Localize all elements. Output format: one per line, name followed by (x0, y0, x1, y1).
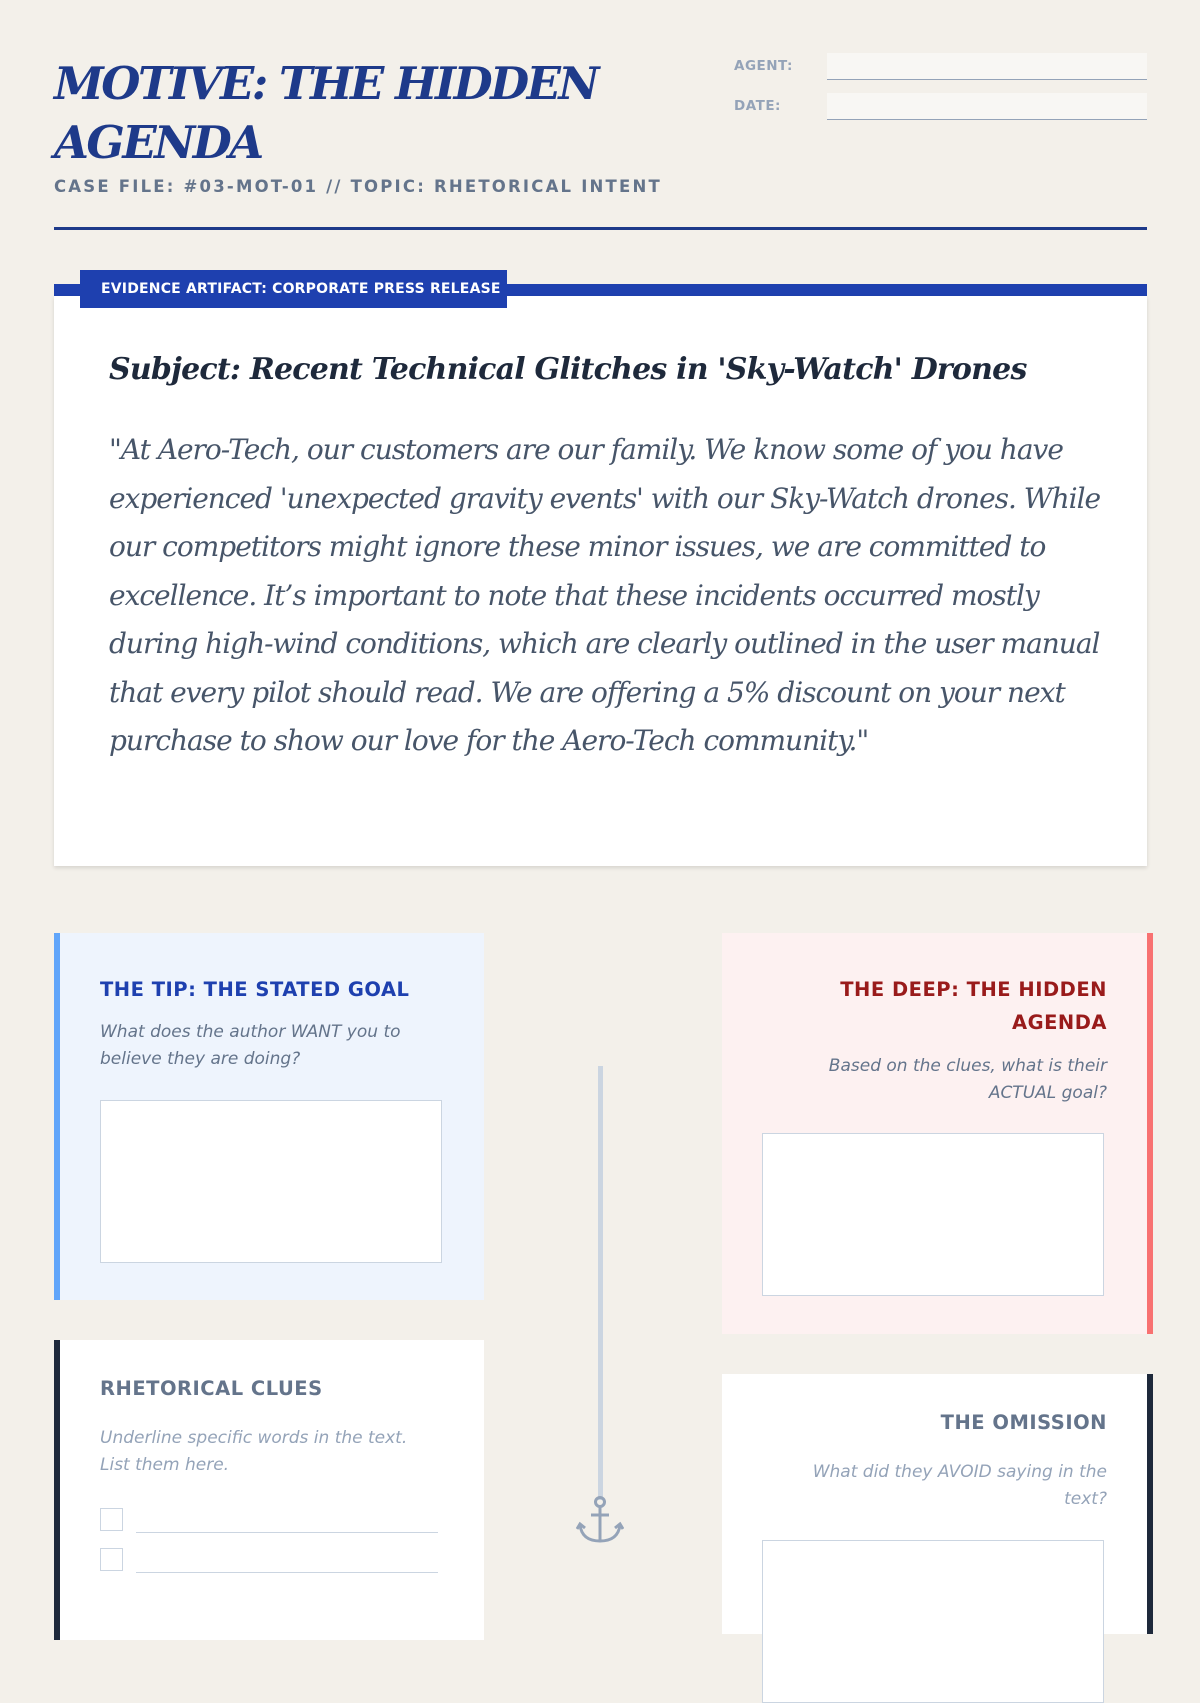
clues-prompt: Underline specific words in the text. List them here. (100, 1428, 408, 1475)
date-label: DATE: (734, 98, 781, 114)
deep-panel (722, 933, 1153, 1334)
tip-answer-box[interactable] (100, 1100, 442, 1263)
header-divider (54, 227, 1147, 230)
clue-checkbox[interactable] (100, 1548, 123, 1571)
clue-answer-line[interactable] (136, 1532, 438, 1533)
deep-heading: THE DEEP: THE HIDDEN AGENDA (840, 978, 1107, 1034)
evidence-tag: EVIDENCE ARTIFACT: CORPORATE PRESS RELEASE (80, 270, 507, 308)
tip-prompt: What does the author WANT you to believe they are doing? (100, 1022, 401, 1069)
omission-heading: THE OMISSION (940, 1411, 1107, 1434)
anchor-icon (576, 1495, 624, 1547)
page-title: MOTIVE: THE HIDDEN AGENDA (54, 57, 598, 169)
clues-heading: RHETORICAL CLUES (100, 1377, 323, 1400)
omission-prompt: What did they AVOID saying in the text? (812, 1462, 1107, 1509)
deep-answer-box[interactable] (762, 1133, 1104, 1296)
omission-panel (722, 1374, 1153, 1634)
connector-line (598, 1066, 603, 1500)
evidence-subject: Subject: Recent Technical Glitches in 'Sky-Watch' Drones (109, 352, 1027, 387)
clue-checkbox[interactable] (100, 1508, 123, 1531)
tip-heading: THE TIP: THE STATED GOAL (100, 978, 410, 1001)
clue-answer-line[interactable] (136, 1572, 438, 1573)
tip-panel (54, 933, 484, 1300)
agent-field[interactable] (827, 53, 1147, 80)
agent-label: AGENT: (734, 58, 793, 74)
evidence-quote: "At Aero-Tech, our customers are our family. We know some of you have experienced 'unexpected gravity events' with our Sky-Watch drones. While our competitors might ignore these minor issues, we are committed to excellence. It’s important to note that these incidents occurred mostly during high-wind conditions, which are clearly outlined in the user manual that every pilot should read. We are offering a 5% discount on your next purchase to show our love for the Aero-Tech community." (109, 433, 1101, 757)
evidence-card (54, 296, 1147, 866)
date-field[interactable] (827, 93, 1147, 120)
case-file-subtitle: CASE FILE: #03-MOT-01 // TOPIC: RHETORICAL INTENT (54, 177, 662, 196)
deep-prompt: Based on the clues, what is their ACTUAL goal? (828, 1056, 1107, 1103)
omission-answer-box[interactable] (762, 1540, 1104, 1703)
clues-panel (54, 1340, 484, 1640)
